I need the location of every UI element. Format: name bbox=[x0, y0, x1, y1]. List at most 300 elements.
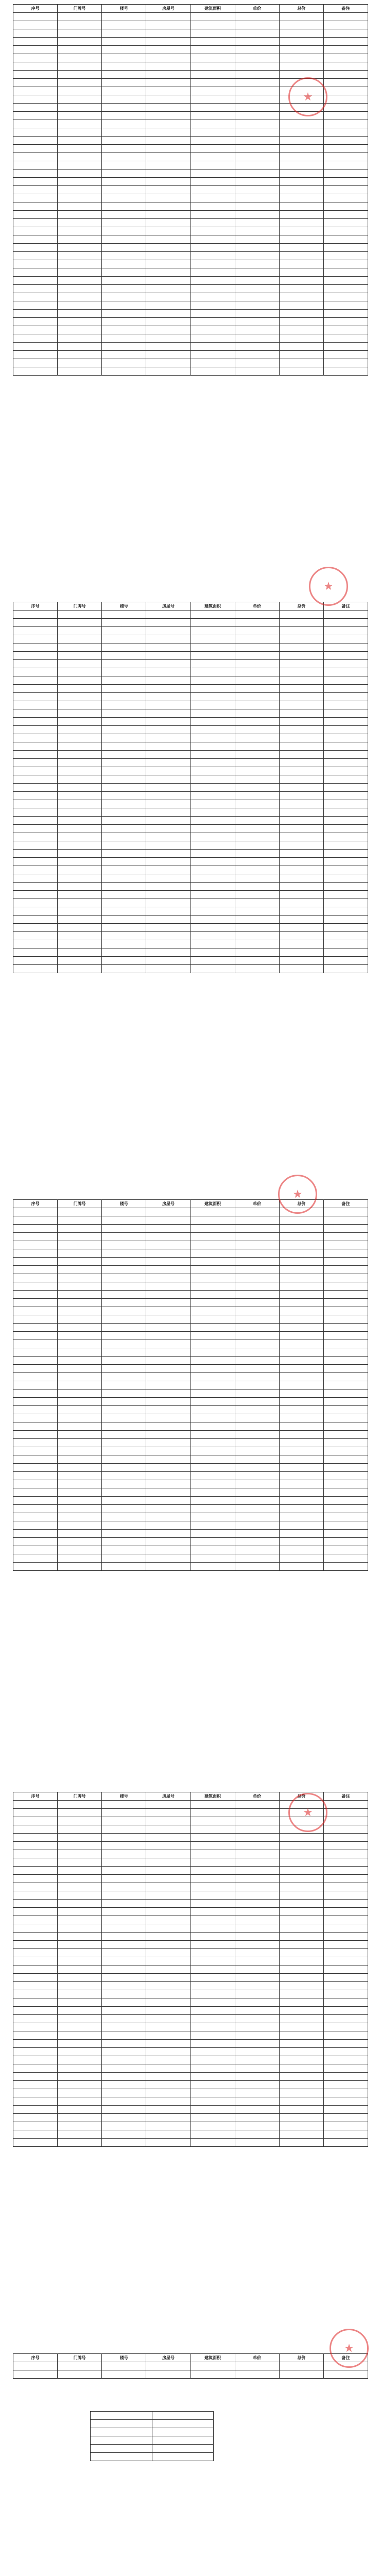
table-cell bbox=[190, 627, 235, 635]
table-cell bbox=[58, 359, 102, 367]
table-cell bbox=[13, 2089, 58, 2097]
table-cell bbox=[190, 1431, 235, 1439]
table-cell bbox=[102, 13, 146, 21]
table-cell bbox=[58, 1365, 102, 1373]
table-cell bbox=[279, 1957, 323, 1965]
table-cell bbox=[235, 850, 279, 858]
table-cell bbox=[190, 1933, 235, 1941]
table-cell bbox=[279, 1891, 323, 1900]
table-cell bbox=[235, 211, 279, 219]
table-cell bbox=[323, 1332, 368, 1340]
table-cell bbox=[235, 1801, 279, 1809]
table-cell bbox=[13, 1315, 58, 1324]
table-cell bbox=[58, 367, 102, 376]
table-row bbox=[13, 260, 368, 268]
table-cell bbox=[58, 1225, 102, 1233]
column-header: 单价 bbox=[235, 1792, 279, 1801]
table-cell bbox=[146, 1538, 190, 1546]
table-cell bbox=[58, 38, 102, 46]
table-cell bbox=[190, 693, 235, 701]
table-cell bbox=[323, 850, 368, 858]
table-cell bbox=[235, 1974, 279, 1982]
table-cell bbox=[190, 1505, 235, 1513]
table-cell bbox=[58, 652, 102, 660]
table-cell bbox=[146, 619, 190, 627]
table-cell bbox=[235, 1858, 279, 1867]
table-cell bbox=[13, 2015, 58, 2023]
table-row bbox=[13, 1348, 368, 1357]
table-cell bbox=[13, 178, 58, 186]
table-cell bbox=[13, 907, 58, 916]
table-cell bbox=[13, 277, 58, 285]
column-header: 总价 bbox=[279, 1200, 323, 1208]
table-cell bbox=[279, 891, 323, 899]
table-cell bbox=[146, 1324, 190, 1332]
table-cell bbox=[235, 2139, 279, 2147]
table-cell bbox=[279, 1324, 323, 1332]
table-cell bbox=[235, 1422, 279, 1431]
table-cell bbox=[58, 1307, 102, 1315]
table-cell bbox=[190, 2122, 235, 2130]
table-cell bbox=[58, 1941, 102, 1949]
table-cell bbox=[279, 1381, 323, 1389]
table-row bbox=[13, 227, 368, 235]
table-cell bbox=[102, 178, 146, 186]
table-cell bbox=[102, 1299, 146, 1307]
table-cell bbox=[13, 1817, 58, 1825]
table-cell bbox=[102, 219, 146, 227]
table-cell bbox=[235, 252, 279, 260]
table-cell bbox=[102, 235, 146, 244]
table-cell bbox=[146, 1924, 190, 1933]
table-cell bbox=[102, 252, 146, 260]
table-cell bbox=[323, 1249, 368, 1258]
table-cell bbox=[13, 334, 58, 343]
table-cell bbox=[58, 1916, 102, 1924]
table-cell bbox=[279, 1546, 323, 1554]
table-cell bbox=[102, 660, 146, 668]
table-cell bbox=[58, 1825, 102, 1834]
table-cell bbox=[102, 54, 146, 62]
price-sheet bbox=[13, 1788, 368, 2147]
table-cell bbox=[146, 1497, 190, 1505]
table-cell bbox=[323, 1357, 368, 1365]
table-cell bbox=[323, 2130, 368, 2139]
table-cell bbox=[323, 734, 368, 742]
table-cell bbox=[146, 161, 190, 170]
table-cell bbox=[13, 351, 58, 359]
table-cell bbox=[102, 1842, 146, 1850]
table-cell bbox=[279, 957, 323, 965]
table-cell bbox=[13, 1241, 58, 1249]
table-row bbox=[13, 194, 368, 202]
table-cell bbox=[279, 1530, 323, 1538]
table-cell bbox=[235, 1941, 279, 1949]
table-cell bbox=[235, 1530, 279, 1538]
table-cell bbox=[279, 137, 323, 145]
table-cell bbox=[102, 301, 146, 310]
table-cell bbox=[58, 2106, 102, 2114]
table-cell bbox=[58, 277, 102, 285]
table-cell bbox=[235, 1505, 279, 1513]
table-cell bbox=[146, 1801, 190, 1809]
table-cell bbox=[58, 948, 102, 957]
table-cell bbox=[279, 899, 323, 907]
table-cell bbox=[190, 1801, 235, 1809]
table-cell bbox=[58, 1488, 102, 1497]
table-cell bbox=[102, 1291, 146, 1299]
table-cell bbox=[323, 1307, 368, 1315]
table-cell bbox=[235, 95, 279, 104]
table-cell bbox=[279, 1875, 323, 1883]
table-cell bbox=[146, 2040, 190, 2048]
table-row bbox=[13, 277, 368, 285]
table-cell bbox=[58, 343, 102, 351]
table-cell bbox=[102, 145, 146, 153]
table-cell bbox=[102, 2130, 146, 2139]
table-cell bbox=[323, 693, 368, 701]
table-cell bbox=[235, 965, 279, 973]
table-row bbox=[13, 1472, 368, 1480]
table-cell bbox=[235, 2089, 279, 2097]
table-cell bbox=[102, 1274, 146, 1282]
table-row bbox=[13, 2073, 368, 2081]
table-cell bbox=[323, 1373, 368, 1381]
table-cell bbox=[323, 825, 368, 833]
table-cell bbox=[146, 1842, 190, 1850]
table-row bbox=[13, 775, 368, 784]
table-cell bbox=[190, 359, 235, 367]
table-cell bbox=[102, 833, 146, 841]
table-cell bbox=[13, 153, 58, 161]
table-cell bbox=[323, 29, 368, 38]
table-cell bbox=[58, 1464, 102, 1472]
table-cell bbox=[235, 1241, 279, 1249]
table-cell bbox=[190, 718, 235, 726]
table-row bbox=[13, 1233, 368, 1241]
table-cell bbox=[235, 1249, 279, 1258]
table-cell bbox=[235, 1439, 279, 1447]
table-row bbox=[13, 2056, 368, 2064]
table-cell bbox=[235, 767, 279, 775]
table-row bbox=[13, 1924, 368, 1933]
column-header: 序号 bbox=[13, 5, 58, 13]
table-cell bbox=[235, 285, 279, 293]
table-row bbox=[13, 611, 368, 619]
table-cell bbox=[58, 907, 102, 916]
table-cell bbox=[235, 1908, 279, 1916]
table-cell bbox=[235, 1538, 279, 1546]
table-cell bbox=[58, 1867, 102, 1875]
table-cell bbox=[323, 1464, 368, 1472]
table-cell bbox=[323, 1513, 368, 1521]
summary-row bbox=[91, 2453, 214, 2461]
table-cell bbox=[13, 104, 58, 112]
table-cell bbox=[146, 13, 190, 21]
table-cell bbox=[13, 1924, 58, 1933]
table-cell bbox=[146, 211, 190, 219]
table-row bbox=[13, 1216, 368, 1225]
table-row bbox=[13, 1949, 368, 1957]
table-row bbox=[13, 693, 368, 701]
column-header: 序号 bbox=[13, 602, 58, 611]
table-cell bbox=[13, 112, 58, 120]
table-cell bbox=[323, 1801, 368, 1809]
table-cell bbox=[13, 817, 58, 825]
table-cell bbox=[58, 891, 102, 899]
table-cell bbox=[13, 95, 58, 104]
table-row bbox=[13, 660, 368, 668]
table-header-row bbox=[13, 5, 368, 13]
table-row bbox=[13, 643, 368, 652]
table-cell bbox=[323, 2089, 368, 2097]
table-cell bbox=[13, 676, 58, 685]
table-row bbox=[13, 808, 368, 817]
table-cell bbox=[58, 1924, 102, 1933]
table-cell bbox=[146, 635, 190, 643]
table-cell bbox=[13, 1858, 58, 1867]
column-header: 房屋号 bbox=[146, 5, 190, 13]
table-cell bbox=[323, 2048, 368, 2056]
table-cell bbox=[13, 841, 58, 850]
table-cell bbox=[13, 792, 58, 800]
table-cell bbox=[190, 2089, 235, 2097]
table-cell bbox=[102, 1513, 146, 1521]
table-cell bbox=[190, 1530, 235, 1538]
table-cell bbox=[146, 310, 190, 318]
table-cell bbox=[102, 916, 146, 924]
table-row bbox=[13, 1850, 368, 1858]
table-cell bbox=[102, 825, 146, 833]
table-cell bbox=[13, 21, 58, 29]
table-cell bbox=[323, 1941, 368, 1949]
table-cell bbox=[279, 1842, 323, 1850]
table-cell bbox=[13, 891, 58, 899]
table-row bbox=[13, 2007, 368, 2015]
table-cell bbox=[235, 759, 279, 767]
table-cell bbox=[190, 2106, 235, 2114]
table-cell bbox=[279, 1439, 323, 1447]
table-cell bbox=[13, 227, 58, 235]
summary-value bbox=[152, 2436, 214, 2445]
table-cell bbox=[13, 1357, 58, 1365]
table-cell bbox=[146, 817, 190, 825]
table-cell bbox=[58, 1998, 102, 2007]
table-cell bbox=[279, 948, 323, 957]
table-cell bbox=[146, 850, 190, 858]
column-header: 序号 bbox=[13, 1200, 58, 1208]
table-cell bbox=[102, 1933, 146, 1941]
table-cell bbox=[58, 1266, 102, 1274]
table-cell bbox=[323, 767, 368, 775]
table-cell bbox=[13, 1373, 58, 1381]
table-row bbox=[13, 784, 368, 792]
table-row bbox=[13, 1546, 368, 1554]
table-cell bbox=[102, 1480, 146, 1488]
table-cell bbox=[58, 685, 102, 693]
table-cell bbox=[146, 62, 190, 71]
table-cell bbox=[13, 611, 58, 619]
table-cell bbox=[146, 1933, 190, 1941]
table-cell bbox=[323, 137, 368, 145]
table-cell bbox=[58, 800, 102, 808]
table-cell bbox=[58, 1817, 102, 1825]
table-cell bbox=[13, 1530, 58, 1538]
table-cell bbox=[13, 1249, 58, 1258]
table-cell bbox=[13, 685, 58, 693]
table-cell bbox=[146, 883, 190, 891]
table-cell bbox=[235, 1472, 279, 1480]
table-cell bbox=[235, 1480, 279, 1488]
table-cell bbox=[190, 2031, 235, 2040]
official-seal bbox=[309, 567, 348, 606]
table-cell bbox=[279, 13, 323, 21]
table-cell bbox=[323, 359, 368, 367]
table-cell bbox=[279, 359, 323, 367]
table-cell bbox=[58, 120, 102, 128]
table-cell bbox=[323, 1282, 368, 1291]
table-cell bbox=[190, 940, 235, 948]
table-cell bbox=[323, 277, 368, 285]
table-cell bbox=[102, 1422, 146, 1431]
table-cell bbox=[235, 1365, 279, 1373]
table-cell bbox=[13, 1809, 58, 1817]
table-cell bbox=[235, 62, 279, 71]
table-cell bbox=[13, 1842, 58, 1850]
table-cell bbox=[235, 2370, 279, 2379]
table-cell bbox=[58, 1891, 102, 1900]
table-cell bbox=[13, 924, 58, 932]
table-cell bbox=[13, 619, 58, 627]
table-cell bbox=[146, 1480, 190, 1488]
table-row bbox=[13, 178, 368, 186]
table-row bbox=[13, 1365, 368, 1373]
table-row bbox=[13, 359, 368, 367]
table-cell bbox=[190, 2064, 235, 2073]
column-header: 总价 bbox=[279, 602, 323, 611]
table-cell bbox=[323, 1817, 368, 1825]
table-cell bbox=[13, 693, 58, 701]
table-cell bbox=[13, 850, 58, 858]
column-header: 单价 bbox=[235, 1200, 279, 1208]
table-cell bbox=[102, 2106, 146, 2114]
table-cell bbox=[323, 1439, 368, 1447]
table-cell bbox=[235, 161, 279, 170]
table-cell bbox=[235, 13, 279, 21]
table-cell bbox=[190, 1867, 235, 1875]
table-cell bbox=[146, 1900, 190, 1908]
table-cell bbox=[58, 792, 102, 800]
table-cell bbox=[279, 326, 323, 334]
table-cell bbox=[190, 1472, 235, 1480]
table-cell bbox=[102, 1340, 146, 1348]
table-cell bbox=[323, 293, 368, 301]
table-cell bbox=[323, 1998, 368, 2007]
table-cell bbox=[102, 891, 146, 899]
table-cell bbox=[102, 2007, 146, 2015]
table-cell bbox=[58, 1957, 102, 1965]
table-cell bbox=[102, 1357, 146, 1365]
table-cell bbox=[190, 1447, 235, 1455]
table-cell bbox=[190, 800, 235, 808]
table-cell bbox=[58, 709, 102, 718]
table-row bbox=[13, 54, 368, 62]
table-cell bbox=[235, 310, 279, 318]
column-header: 备注 bbox=[323, 602, 368, 611]
table-cell bbox=[102, 1464, 146, 1472]
table-cell bbox=[190, 957, 235, 965]
table-cell bbox=[323, 2064, 368, 2073]
column-header: 门牌号 bbox=[58, 1792, 102, 1801]
table-cell bbox=[102, 957, 146, 965]
table-cell bbox=[190, 808, 235, 817]
table-cell bbox=[58, 668, 102, 676]
table-cell bbox=[279, 676, 323, 685]
table-cell bbox=[13, 1348, 58, 1357]
table-cell bbox=[279, 310, 323, 318]
table-cell bbox=[146, 965, 190, 973]
table-cell bbox=[102, 21, 146, 29]
table-cell bbox=[13, 1563, 58, 1571]
table-cell bbox=[190, 1497, 235, 1505]
table-cell bbox=[235, 1883, 279, 1891]
table-cell bbox=[146, 137, 190, 145]
table-row bbox=[13, 1505, 368, 1513]
table-cell bbox=[323, 367, 368, 376]
table-cell bbox=[190, 1216, 235, 1225]
table-cell bbox=[279, 611, 323, 619]
table-cell bbox=[58, 1513, 102, 1521]
table-cell bbox=[323, 54, 368, 62]
table-cell bbox=[146, 145, 190, 153]
table-cell bbox=[323, 1266, 368, 1274]
table-cell bbox=[279, 817, 323, 825]
table-row bbox=[13, 1513, 368, 1521]
table-cell bbox=[102, 767, 146, 775]
table-cell bbox=[102, 619, 146, 627]
summary-label bbox=[91, 2420, 152, 2428]
table-cell bbox=[102, 186, 146, 194]
table-cell bbox=[58, 1990, 102, 1998]
table-cell bbox=[13, 1513, 58, 1521]
table-cell bbox=[279, 627, 323, 635]
table-cell bbox=[235, 635, 279, 643]
table-cell bbox=[235, 1554, 279, 1563]
table-cell bbox=[58, 643, 102, 652]
table-cell bbox=[235, 742, 279, 751]
table-cell bbox=[279, 965, 323, 973]
table-cell bbox=[323, 351, 368, 359]
table-cell bbox=[146, 2023, 190, 2031]
table-row bbox=[13, 1990, 368, 1998]
price-table bbox=[13, 1199, 368, 1571]
table-cell bbox=[146, 268, 190, 277]
table-cell bbox=[102, 1249, 146, 1258]
table-cell bbox=[279, 285, 323, 293]
table-cell bbox=[190, 227, 235, 235]
price-sheet bbox=[13, 0, 368, 376]
table-row bbox=[13, 1398, 368, 1406]
column-header: 房屋号 bbox=[146, 1200, 190, 1208]
table-cell bbox=[190, 1546, 235, 1554]
table-cell bbox=[279, 1513, 323, 1521]
table-cell bbox=[58, 635, 102, 643]
table-cell bbox=[58, 759, 102, 767]
table-cell bbox=[13, 46, 58, 54]
table-cell bbox=[58, 1554, 102, 1563]
table-cell bbox=[235, 1324, 279, 1332]
table-cell bbox=[102, 1965, 146, 1974]
